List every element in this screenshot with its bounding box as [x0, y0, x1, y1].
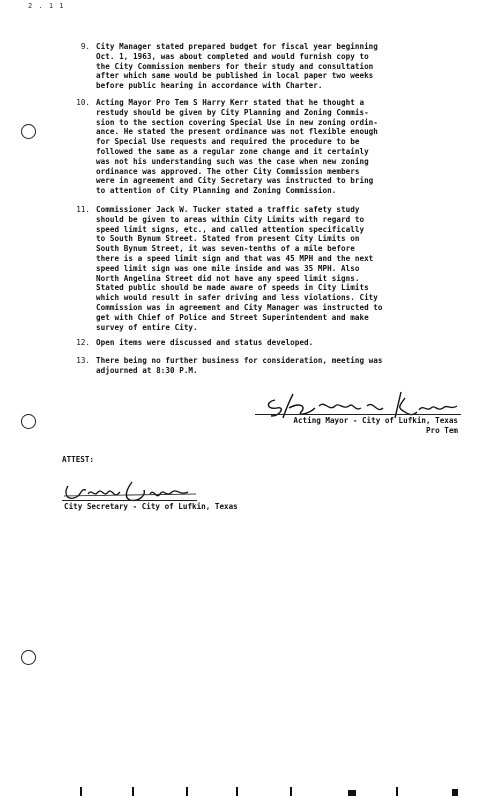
minutes-item-9 [64, 42, 444, 91]
item-number: 13. [76, 356, 90, 365]
film-tick [290, 787, 292, 796]
item-text: There being no further business for consideration, meeting was adjourned at 8:30 P.M. [96, 356, 383, 375]
minutes-item-10 [64, 98, 444, 196]
corner-mark: 2 . 1 1 [28, 2, 65, 10]
minutes-item-13 [64, 356, 444, 376]
film-mark [452, 789, 458, 796]
film-tick [80, 787, 82, 796]
binder-hole-top [21, 124, 36, 139]
item-text: City Manager stated prepared budget for fiscal year beginning Oct. 1, 1963, was about completed and would furnish copy to the City Commission members for their study and consultation after which same would be published in local paper two weeks before public hearing in accordance with Charter. [96, 42, 378, 91]
signature-line-mayor [255, 414, 461, 415]
film-mark [348, 790, 356, 796]
item-number: 11. [76, 205, 90, 214]
item-number: 9. [80, 42, 90, 51]
item-number: 10. [76, 98, 90, 107]
item-number: 12. [76, 338, 90, 347]
item-text: Commissioner Jack W. Tucker stated a traffic safety study should be given to areas within City Limits with regard to speed limit signs, etc., and called attention specifically to South Bynum Street. Stated from present City Limits on South Bynum Street, it was seven-tenths of a mile before there is a speed limit sign and that was 45 MPH and the next speed limit sign was one mile inside and was 35 MPH. Also North Angelina Street did not have any speed limit signs. Stated public should be made aware of speeds in City Limits which would result in safer driving and less violations. City Commission was in agreement and City Manager was instructed to get with Chief of Police and Street Superintendent and make survey of entire City. [96, 205, 383, 332]
film-tick [396, 787, 398, 796]
signature-line-secretary [62, 500, 197, 501]
binder-hole-middle [21, 414, 36, 429]
binder-hole-bottom [21, 650, 36, 665]
film-tick [236, 787, 238, 796]
film-tick [186, 787, 188, 796]
item-text: Open items were discussed and status developed. [96, 338, 314, 347]
minutes-item-11 [64, 205, 444, 332]
film-tick [132, 787, 134, 796]
minutes-item-12 [64, 338, 444, 348]
item-text: Acting Mayor Pro Tem S Harry Kerr stated that he thought a restudy should be given by City Planning and Zoning Commis- sion to the section covering Special Use in new zoning ordin- ance. He stated the present ordinance was not flexible enough for Special Use requests and required the procedure to be followed the same as a regular zone change and it certainly was not his understanding such was the case when new zoning ordinance was approved. The other City Commission members were in agreement and City Secretary was instructed to bring to attention of City Planning and Zoning Commission. [96, 98, 378, 196]
attest-label: ATTEST: [62, 455, 95, 464]
signature-caption-secretary: City Secretary - City of Lufkin, Texas [64, 502, 238, 511]
signature-caption-mayor: Acting Mayor - City of Lufkin, Texas Pro Tem [293, 416, 458, 435]
